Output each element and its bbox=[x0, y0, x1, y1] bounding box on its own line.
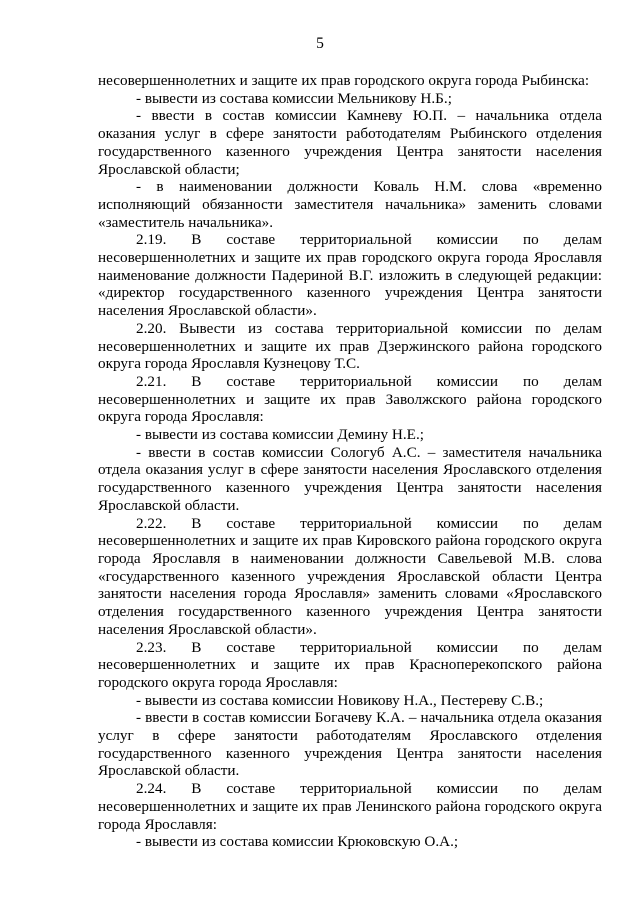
list-item: - вывести из состава комиссии Крюковскую О.А.; bbox=[136, 833, 459, 851]
paragraph-continuation: несовершеннолетних и защите их прав городского округа города Рыбинска: bbox=[98, 72, 590, 89]
list-item: - ввести в состав комиссии Камневу Ю.П. – начальника отдела оказания услуг в сфере занятости работодателям Рыбинского отделения государственного казенного учреждения Центра занятости населения Ярославской области; bbox=[98, 107, 602, 178]
clause-2-22: 2.22. В составе территориальной комиссии по делам несовершеннолетних и защите их прав Кировского района городского округа города Ярославля в наименовании должности Савельевой М.В. слова «государственного казенного учреждения Ярославской области Центра занятости населения города Ярославля» заменить словами «Ярославского отделения государственного казенного учреждения Центра занятости населения Ярославской области». bbox=[98, 514, 602, 638]
clause-2-24: 2.24. В составе территориальной комиссии по делам несовершеннолетних и защите их прав Ленинского района городского округа города Ярославля: bbox=[98, 780, 602, 833]
list-item: - ввести в состав комиссии Богачеву К.А. – начальника отдела оказания услуг в сфере занятости работодателям Ярославского отделения государственного казенного учреждения Центра занятости населения Ярославской области. bbox=[98, 709, 602, 780]
list-item: - вывести из состава комиссии Новикову Н.А., Пестереву С.В.; bbox=[136, 691, 544, 709]
clause-2-20: 2.20. Вывести из состава территориальной комиссии по делам несовершеннолетних и защите их прав Дзержинского района городского округа города Ярославля Кузнецову Т.С. bbox=[98, 319, 602, 373]
clause-2-23: 2.23. В составе территориальной комиссии по делам несовершеннолетних и защите их прав Красноперекопского района городского округа города Ярославля: bbox=[98, 638, 602, 691]
list-item: - в наименовании должности Коваль Н.М. слова «временно исполняющий обязанности заместителя начальника» заменить словами «заместитель начальника». bbox=[98, 178, 602, 231]
list-item: - ввести в состав комиссии Сологуб А.С. – заместителя начальника отдела оказания услуг в сфере занятости населения Ярославского отделения государственного казенного учреждения Центра занятости населения Ярославской области. bbox=[98, 443, 602, 514]
clause-2-19: 2.19. В составе территориальной комиссии по делам несовершеннолетних и защите их прав городского округа города Ярославля наименование должности Падериной В.Г. изложить в следующей редакции: «директор государственного казенного учреждения Центра занятости населения Ярославской области». bbox=[98, 231, 602, 320]
clause-2-21: 2.21. В составе территориальной комиссии по делам несовершеннолетних и защите их прав Заволжского района городского округа города Ярославля: bbox=[98, 372, 602, 426]
page-number: 5 bbox=[316, 35, 324, 52]
list-item: - вывести из состава комиссии Демину Н.Е.; bbox=[136, 426, 424, 444]
document-body bbox=[98, 72, 602, 851]
list-item: - вывести из состава комиссии Мельникову Н.Б.; bbox=[136, 89, 452, 107]
